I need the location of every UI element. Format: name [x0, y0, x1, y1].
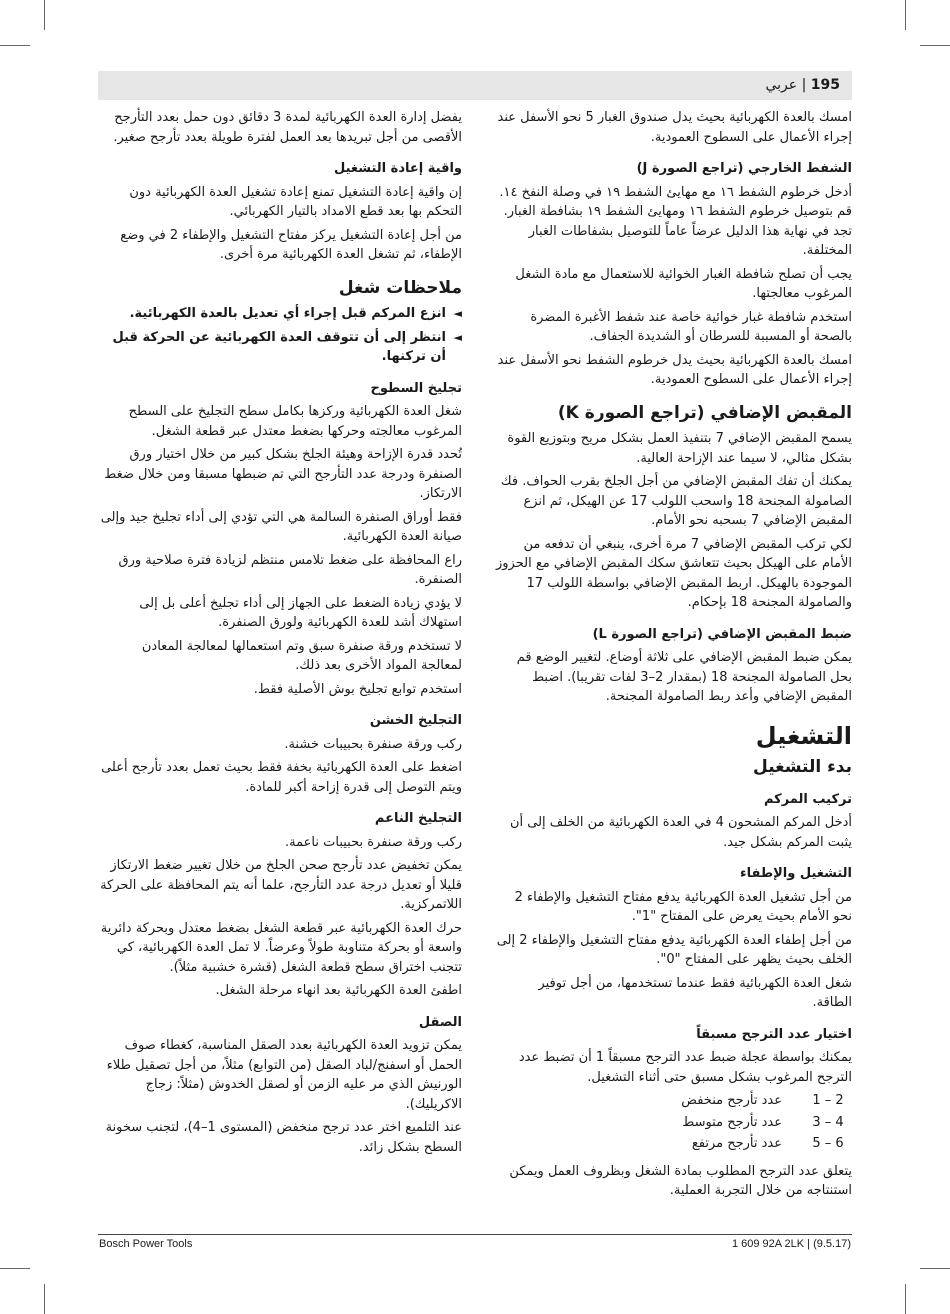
speed-label: عدد تأرجح منخفض: [681, 1093, 782, 1108]
paragraph: أدخل المركم المشحون 4 في العدة الكهربائية من الخلف إلى أن يثبت المركم بشكل جيد.: [509, 815, 852, 850]
paragraph: إن واقية إعادة التشغيل تمنع إعادة تشغيل العدة الكهربائية دون التحكم بها بعد قطع الامداد بالتيار الكهربائي.: [129, 184, 462, 219]
crop-mark: [920, 1268, 950, 1269]
paragraph: فقط أوراق الصنفرة السالمة هي التي تؤدي إلى أداء تجليخ جيد وإلى صيانة العدة الكهربائية.: [100, 509, 462, 544]
section-heading: المقبض الإضافي (تراجع الصورة K): [557, 402, 852, 423]
chapter-title: التشغيل: [755, 721, 852, 750]
footer-brand: Bosch Power Tools: [99, 1238, 193, 1250]
subheading: التجليخ الخشن: [369, 713, 462, 728]
speed-row: [496, 1113, 852, 1133]
paragraph: ركب ورقة صنفرة بحبيبات خشنة.: [284, 736, 462, 752]
section-heading: ملاحظات شغل: [338, 277, 462, 298]
paragraph: تُحدد قدرة الإزاحة وهيئة الجلخ بشكل كبير من خلال اختيار ورق الصنفرة ودرجة عدد التأرجح التي تم ضبطها مسبقا ومن خلال ضغط الارتكاز.: [104, 447, 462, 501]
paragraph: حرك العدة الكهربائية عبر قطعة الشغل بضغط معتدل وبحركة دائرية واسعة أو بحركة متناوبة طولاً وعرضاً. لا تمل العدة الكهربائية، كي تتجنب اختراق سطح قطعة الشغل (قشرة خشبية مثلاً).: [100, 920, 462, 975]
paragraph: اطفئ العدة الكهربائية بعد انهاء مرحلة الشغل.: [215, 983, 462, 998]
speed-row: [496, 1134, 852, 1154]
crop-mark: [44, 1284, 45, 1314]
paragraph: شغل العدة الكهربائية فقط عندما تستخدمها، من أجل توفير الطاقة.: [538, 975, 852, 1010]
subheading: التشغيل والإطفاء: [740, 866, 852, 881]
paragraph: من أجل إطفاء العدة الكهربائية يدفع مفتاح التشغيل والإطفاء 2 إلى الخلف بحيث يظهر على المفتاح "0".: [496, 932, 852, 967]
crop-mark: [905, 1284, 906, 1314]
crop-mark: [0, 45, 30, 46]
paragraph: شغل العدة الكهربائية وركزها بكامل سطح التجليخ على السطح المرغوب معالجته وحركها بضغط معتدل عبر قطعة الشغل.: [128, 404, 462, 439]
crop-mark: [905, 0, 906, 30]
crop-mark: [44, 0, 45, 30]
page-number: 195: [810, 77, 840, 93]
subheading: تركيب المركم: [763, 791, 852, 807]
subheading: الصقل: [418, 1014, 462, 1030]
page-header: [98, 71, 852, 100]
speed-range: 3 – 4: [812, 1114, 844, 1130]
speed-range: 5 – 6: [812, 1136, 844, 1151]
header-language: عربي: [765, 77, 798, 93]
subheading: واقية إعادة التشغيل: [334, 161, 462, 176]
footer-divider: [98, 1234, 852, 1235]
left-column: [98, 108, 462, 1161]
paragraph: يمكن ضبط المقبض الإضافي على ثلاثة أوضاع. لتغيير الوضع قم بحل الصامولة المجنحة 18 (بمقدار 2–3 لفات تقريبا). اضبط المقبض الإضافي وأعد ربط الصامولة المجنحة.: [516, 650, 852, 704]
paragraph: يتعلق عدد الترجح المطلوب بمادة الشغل وبظروف العمل ويمكن استنتاجه من خلال التجربة العملية.: [509, 1163, 852, 1198]
header-text: 195 | عربي: [765, 77, 840, 93]
paragraph: استخدم شافطة غبار خوائية خاصة عند شفط الأغبرة المضرة بالصحة أو المسببة للسرطان أو الشديدة الجفاف.: [530, 309, 852, 344]
paragraph: راع المحافظة على ضغط تلامس منتظم لزيادة فترة صلاحية ورق الصنفرة.: [118, 552, 462, 587]
paragraph: من أجل إعادة التشغيل يركز مفتاح التشغيل والإطفاء 2 في وضع الإطفاء، ثم تشغل العدة الكهربائية مرة أخرى.: [120, 227, 462, 262]
section-heading: بدء التشغيل: [753, 757, 852, 777]
subheading: تجليخ السطوح: [370, 380, 462, 396]
speed-table: [496, 1091, 852, 1154]
paragraph: يسمح المقبض الإضافي 7 بتنفيذ العمل بشكل مريح وبتوزيع القوة بشكل مثالي، لا سيما عند الإزاحة العالية.: [507, 431, 852, 466]
paragraph: امسك بالعدة الكهربائية بحيث يدل صندوق الغبار 5 نحو الأسفل عند إجراء الأعمال على السطوح العمودية.: [497, 110, 852, 145]
footer-doc-id: 1 609 92A 2LK | (9.5.17): [731, 1238, 851, 1250]
paragraph: يجب أن تصلح شافطة الغبار الخوائية للاستعمال مع مادة الشغل المرغوب معالجتها.: [515, 266, 852, 301]
paragraph: يفضل إدارة العدة الكهربائية لمدة 3 دقائق دون حمل بعدد التأرجح الأقصى من أجل تبريدها بعد العمل لفترة طويلة بعدد تأرجح صغير.: [113, 110, 462, 145]
paragraph: اضغط على العدة الكهربائية بخفة فقط بحيث تعمل بعدد تأرجح أعلى ويتم التوصل إلى قدرة إزاحة أكبر للمادة.: [101, 760, 462, 795]
crop-mark: [920, 45, 950, 46]
paragraph: يمكن تزويد العدة الكهربائية بعدد الصقل المناسبة، كغطاء صوف الحمل أو اسفنج/لباد الصقل (من التوابع) مثلاً، من أجل تصقيل طلاء الورنيش الذي مر عليه الزمن أو لصقل الخدوش (مثلاً: زجاج الاكريليك).: [106, 1038, 462, 1112]
paragraph: عند التلميع اختر عدد ترجح منخفض (المستوى 1–4)، لتجنب سخونة السطح بشكل زائد.: [105, 1120, 462, 1155]
paragraph: ركب ورقة صنفرة بحبيبات ناعمة.: [285, 834, 462, 850]
paragraph: لكي تركب المقبض الإضافي 7 مرة أخرى، ينبغي أن تدفعه من الأمام على الهيكل بحيث تتعاشق سكك المقبض الإضافي مع الحزوز الموجودة بالهيكل. اربط المقبض الإضافي بواسطة اللولب 17 والصامولة المجنحة 18 بإحكام.: [496, 536, 852, 610]
speed-row: [496, 1091, 852, 1111]
subheading: التجليخ الناعم: [374, 811, 462, 826]
paragraph: يمكنك بواسطة عجلة ضبط عدد الترجح مسبقاً 1 أن تضبط عدد الترجح المرغوب بشكل مسبق حتى أثناء التشغيل.: [518, 1050, 852, 1085]
paragraph: يمكنك أن تفك المقبض الإضافي من أجل الجلخ بقرب الحواف. فك الصامولة المجنحة 18 واسحب اللولب 17 عن الهيكل، ثم انزع المقبض الإضافي 7 بسحبه نحو الأمام.: [500, 474, 852, 528]
subheading: ضبط المقبض الإضافي (تراجع الصورة L): [592, 626, 852, 642]
speed-label: عدد تأرجح متوسط: [682, 1114, 782, 1130]
crop-mark: [0, 1268, 30, 1269]
subheading: الشفط الخارجي (تراجع الصورة J): [636, 161, 852, 176]
right-column: [496, 108, 852, 1205]
paragraph: امسك بالعدة الكهربائية بحيث يدل خرطوم الشفط نحو الأسفل عند إجراء الأعمال على السطوح العمودية.: [497, 352, 852, 387]
speed-label: عدد تأرجح مرتفع: [691, 1136, 782, 1151]
paragraph: من أجل تشغيل العدة الكهربائية يدفع مفتاح التشغيل والإطفاء 2 نحو الأمام بحيث يعرض على المفتاح "1".: [514, 889, 852, 924]
subheading: اختيار عدد الترجح مسبقاً: [696, 1026, 852, 1042]
paragraph: لا يؤدي زيادة الضغط على الجهاز إلى أداء تجليخ أعلى بل إلى استهلاك أشد للعدة الكهربائية ولورق الصنفرة.: [139, 595, 462, 630]
paragraph: لا تستخدم ورقة صنفرة سبق وتم استعمالها لمعالجة المعادن لمعالجة المواد الأخرى بعد ذلك.: [141, 638, 462, 673]
paragraph: أدخل خرطوم الشفط ١٦ مع مهايئ الشفط ١٩ في وصلة النفخ ١٤. قم بتوصيل خرطوم الشفط ١٦ ومهايئ الشفط ١٩ بشافطة الغبار. تجد في نهاية هذا الدليل عرضاً عاماً للتوصيل بشفاطات الغبار المختلفة.: [499, 184, 852, 258]
warning-note: ◄ انتظر إلى أن تتوقف العدة الكهربائية عن الحركة قبل أن تركنها.: [98, 328, 462, 367]
warning-note: ◄ انزع المركم قبل إجراء أي تعديل بالعدة الكهربائية.: [98, 304, 462, 324]
speed-range: 1 – 2: [812, 1093, 844, 1108]
paragraph: استخدم توابع تجليخ بوش الأصلية فقط.: [253, 681, 462, 697]
paragraph: يمكن تخفيض عدد تأرجح صحن الجلخ من خلال تغيير ضغط الارتكاز قليلا أو تعديل درجة عدد التأرجح، علما أنه يتم المحافظة على الحركة اللاتمركزية.: [100, 858, 462, 912]
